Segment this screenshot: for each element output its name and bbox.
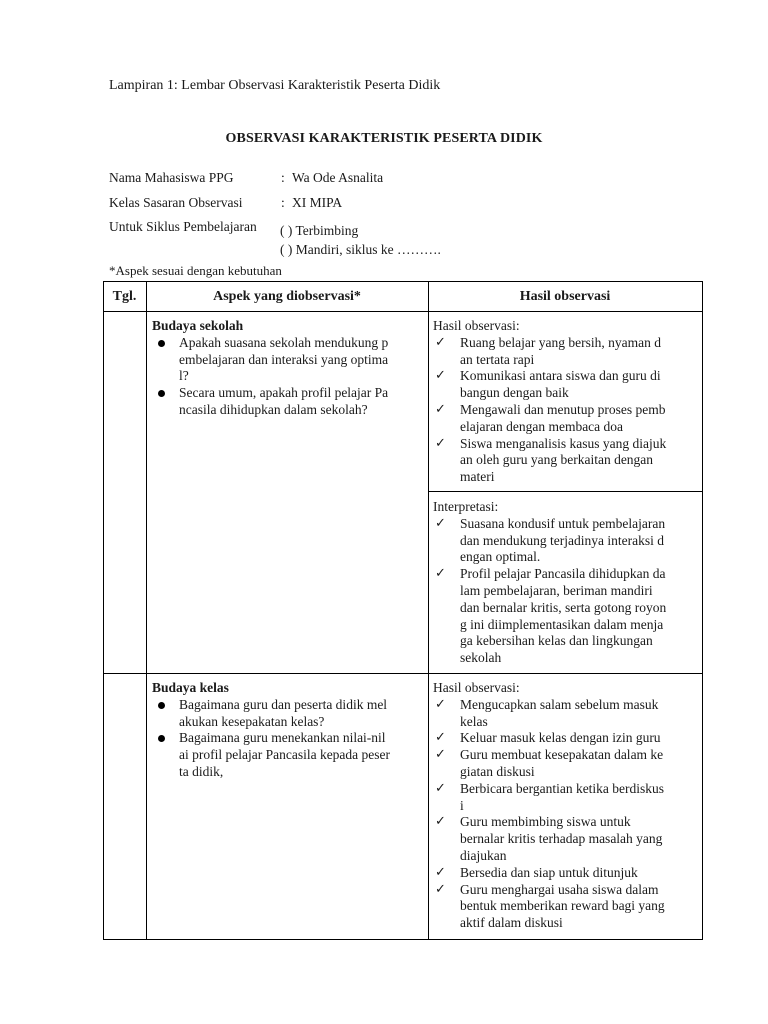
interpretasi-list (433, 516, 701, 667)
col-divider-aspek (428, 281, 429, 940)
check-item: ✓ Mengucapkan salam sebelum masuk kelas (433, 697, 701, 731)
field-colon: : (281, 195, 285, 210)
note: *Aspek sesuai dengan kebutuhan (109, 263, 282, 278)
field-colon: : (281, 170, 285, 185)
table-header-divider (103, 311, 703, 312)
field-label-kelas: Kelas Sasaran Observasi (109, 195, 243, 210)
check-item: ✓ Profil pelajar Pancasila dihidupkan da lam pembelajaran, beriman mandiri dan bernalar kritis, serta gotong royon g ini diimplementasikan dalam menja ga kebersihan kelas dan lingkungan sekolah (433, 566, 701, 667)
table-border-right (702, 281, 703, 940)
aspek-list (152, 697, 424, 781)
field-value-nama: Wa Ode Asnalita (292, 170, 384, 185)
check-item: ✓ Siswa menganalisis kasus yang diajuk an oleh guru yang berkaitan dengan materi (433, 436, 701, 486)
hasil-list (433, 335, 701, 486)
header-aspek: Aspek yang diobservasi* (213, 289, 361, 304)
check-item: ✓ Mengawali dan menutup proses pemb elajaran dengan membaca doa (433, 402, 701, 436)
interpretasi-label: Interpretasi: (433, 499, 499, 514)
field-label-siklus: Untuk Siklus Pembelajaran (109, 219, 257, 234)
field-value-kelas: XI MIPA (292, 195, 343, 210)
hasil-label: Hasil observasi: (433, 680, 520, 695)
table-border-bottom (103, 939, 703, 940)
row1-hasil (433, 318, 701, 486)
option-terbimbing: ( ) Terbimbing (280, 223, 359, 238)
row1-aspek (152, 318, 424, 419)
check-item: ✓ Guru membuat kesepakatan dalam ke giatan diskusi (433, 747, 701, 781)
row-divider (103, 673, 703, 674)
bullet-item: Bagaimana guru dan peserta didik mel akukan kesepakatan kelas? (152, 697, 424, 731)
check-item: ✓ Suasana kondusif untuk pembelajaran dan mendukung terjadinya interaksi d engan optimal. (433, 516, 701, 566)
header-hasil: Hasil observasi (519, 289, 611, 304)
bullet-item: Secara umum, apakah profil pelajar Pa ncasila dihidupkan dalam sekolah? (152, 385, 424, 419)
check-item: ✓ Komunikasi antara siswa dan guru di bangun dengan baik (433, 368, 701, 402)
table-border-top (103, 281, 703, 282)
hasil-label: Hasil observasi: (433, 318, 520, 333)
bullet-item: Apakah suasana sekolah mendukung p embelajaran dan interaksi yang optima l? (152, 335, 424, 385)
aspek-title: Budaya kelas (152, 680, 229, 695)
check-item: ✓ Keluar masuk kelas dengan izin guru (433, 730, 701, 747)
aspek-title: Budaya sekolah (152, 318, 244, 333)
siklus-options (280, 221, 441, 259)
check-item: ✓ Bersedia dan siap untuk ditunjuk (433, 865, 701, 882)
check-item: ✓ Ruang belajar yang bersih, nyaman d an tertata rapi (433, 335, 701, 369)
field-label-nama: Nama Mahasiswa PPG (109, 170, 234, 185)
attachment-caption: Lampiran 1: Lembar Observasi Karakteristik Peserta Didik (109, 78, 441, 93)
check-item: ✓ Guru menghargai usaha siswa dalam bentuk memberikan reward bagi yang aktif dalam diskusi (433, 882, 701, 932)
hasil-list (433, 697, 701, 932)
document-title: OBSERVASI KARAKTERISTIK PESERTA DIDIK (225, 131, 543, 146)
row-subdivider (428, 491, 703, 492)
check-item: ✓ Guru membimbing siswa untuk bernalar kritis terhadap masalah yang diajukan (433, 814, 701, 864)
check-item: ✓ Berbicara bergantian ketika berdiskus i (433, 781, 701, 815)
row1-interpretasi (433, 499, 701, 667)
option-mandiri: ( ) Mandiri, siklus ke ………. (280, 242, 441, 257)
bullet-item: Bagaimana guru menekankan nilai-nil ai profil pelajar Pancasila kepada peser ta didik, (152, 730, 424, 780)
header-tgl: Tgl. (112, 289, 137, 304)
row2-hasil (433, 680, 701, 932)
row2-aspek (152, 680, 424, 781)
table-border-left (103, 281, 104, 940)
aspek-list (152, 335, 424, 419)
col-divider-tgl (146, 281, 147, 940)
